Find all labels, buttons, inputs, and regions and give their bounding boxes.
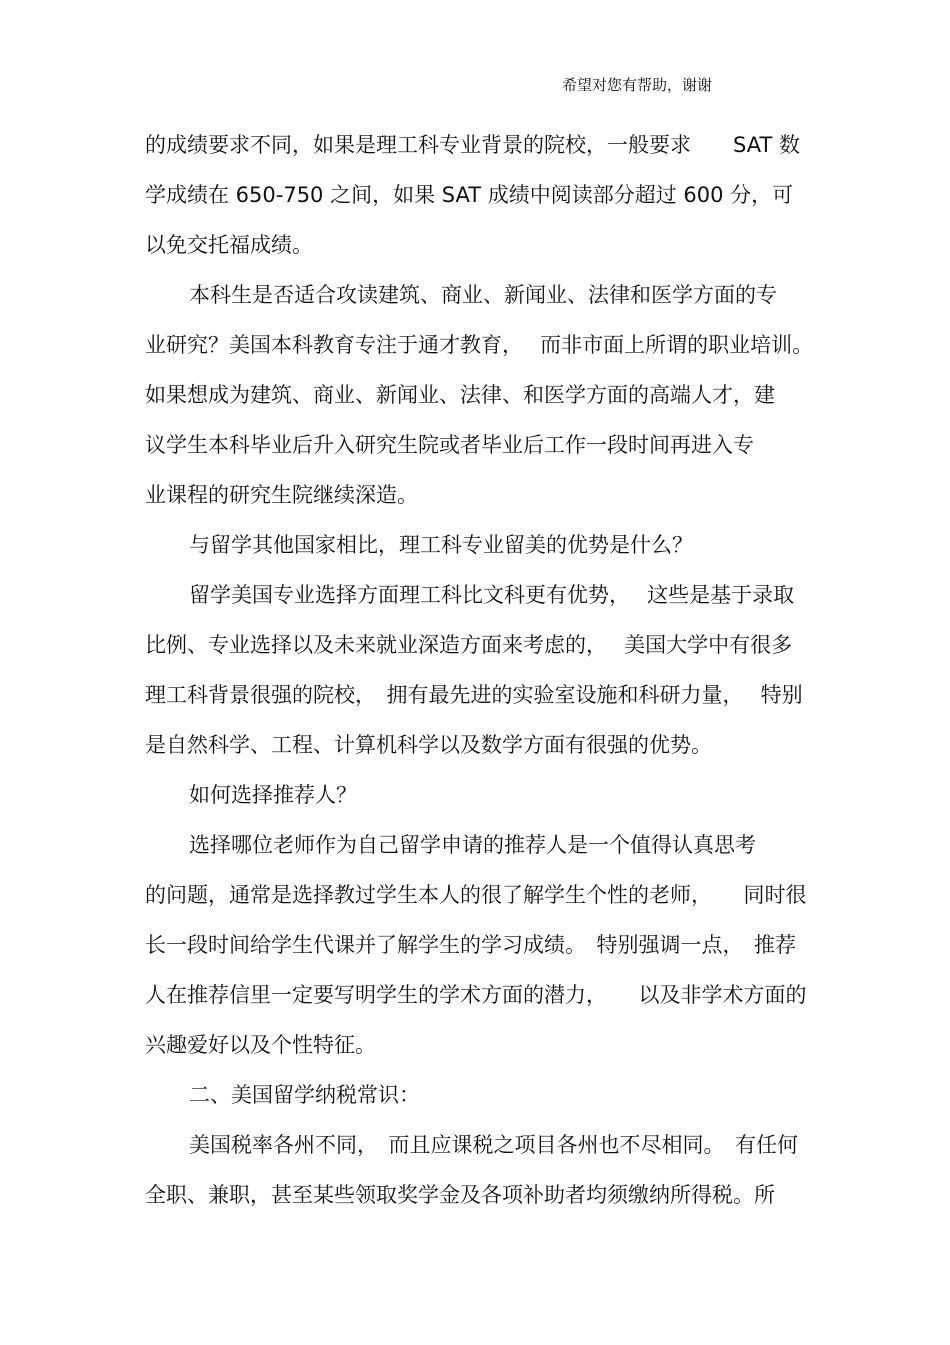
text-line: 如果想成为建筑、商业、新闻业、法律、和医学方面的高端人才，建 xyxy=(145,383,775,407)
text-line: 本科生是否适合攻读建筑、商业、新闻业、法律和医学方面的专 xyxy=(189,283,777,307)
text-line: 业研究？美国本科教育专注于通才教育， 而非市面上所谓的职业培训。 xyxy=(145,333,814,357)
text-line: 长一段时间给学生代课并了解学生的学习成绩。 特别强调一点， 推荐 xyxy=(145,933,796,957)
text-line: 留学美国专业选择方面理工科比文科更有优势， 这些是基于录取 xyxy=(189,583,795,607)
text-line: 美国税率各州不同， 而且应课税之项目各州也不尽相同。 有任何 xyxy=(189,1133,798,1157)
text-line: 业课程的研究生院继续深造。 xyxy=(145,483,418,507)
text-line: 议学生本科毕业后升入研究生院或者毕业后工作一段时间再进入专 xyxy=(145,433,754,457)
section-question: 如何选择推荐人？ xyxy=(189,783,357,807)
text-line: 全职、兼职，甚至某些领取奖学金及各项补助者均须缴纳所得税。所 xyxy=(145,1183,775,1207)
text-line: 学成绩在 650-750 之间，如果 SAT 成绩中阅读部分超过 600 分，可 xyxy=(145,183,794,207)
text-line: 以免交托福成绩。 xyxy=(145,233,313,257)
header-note: 希望对您有帮助，谢谢 xyxy=(562,76,713,94)
text-line: 比例、专业选择以及未来就业深造方面来考虑的， 美国大学中有很多 xyxy=(145,633,793,657)
text-line: 的成绩要求不同，如果是理工科专业背景的院校，一般要求 SAT 数 xyxy=(145,133,800,157)
text-line: 人在推荐信里一定要写明学生的学术方面的潜力， 以及非学术方面的 xyxy=(145,983,807,1007)
text-line: 的问题，通常是选择教过学生本人的很了解学生个性的老师， 同时很 xyxy=(145,883,807,907)
text-line: 选择哪位老师作为自己留学申请的推荐人是一个值得认真思考 xyxy=(189,833,756,857)
section-question: 与留学其他国家相比，理工科专业留美的优势是什么？ xyxy=(189,533,693,557)
text-line: 理工科背景很强的院校， 拥有最先进的实验室设施和科研力量， 特别 xyxy=(145,683,803,707)
text-line: 兴趣爱好以及个性特征。 xyxy=(145,1033,376,1057)
text-line: 是自然科学、工程、计算机科学以及数学方面有很强的优势。 xyxy=(145,733,712,757)
section-heading: 二、美国留学纳税常识： xyxy=(189,1083,420,1107)
